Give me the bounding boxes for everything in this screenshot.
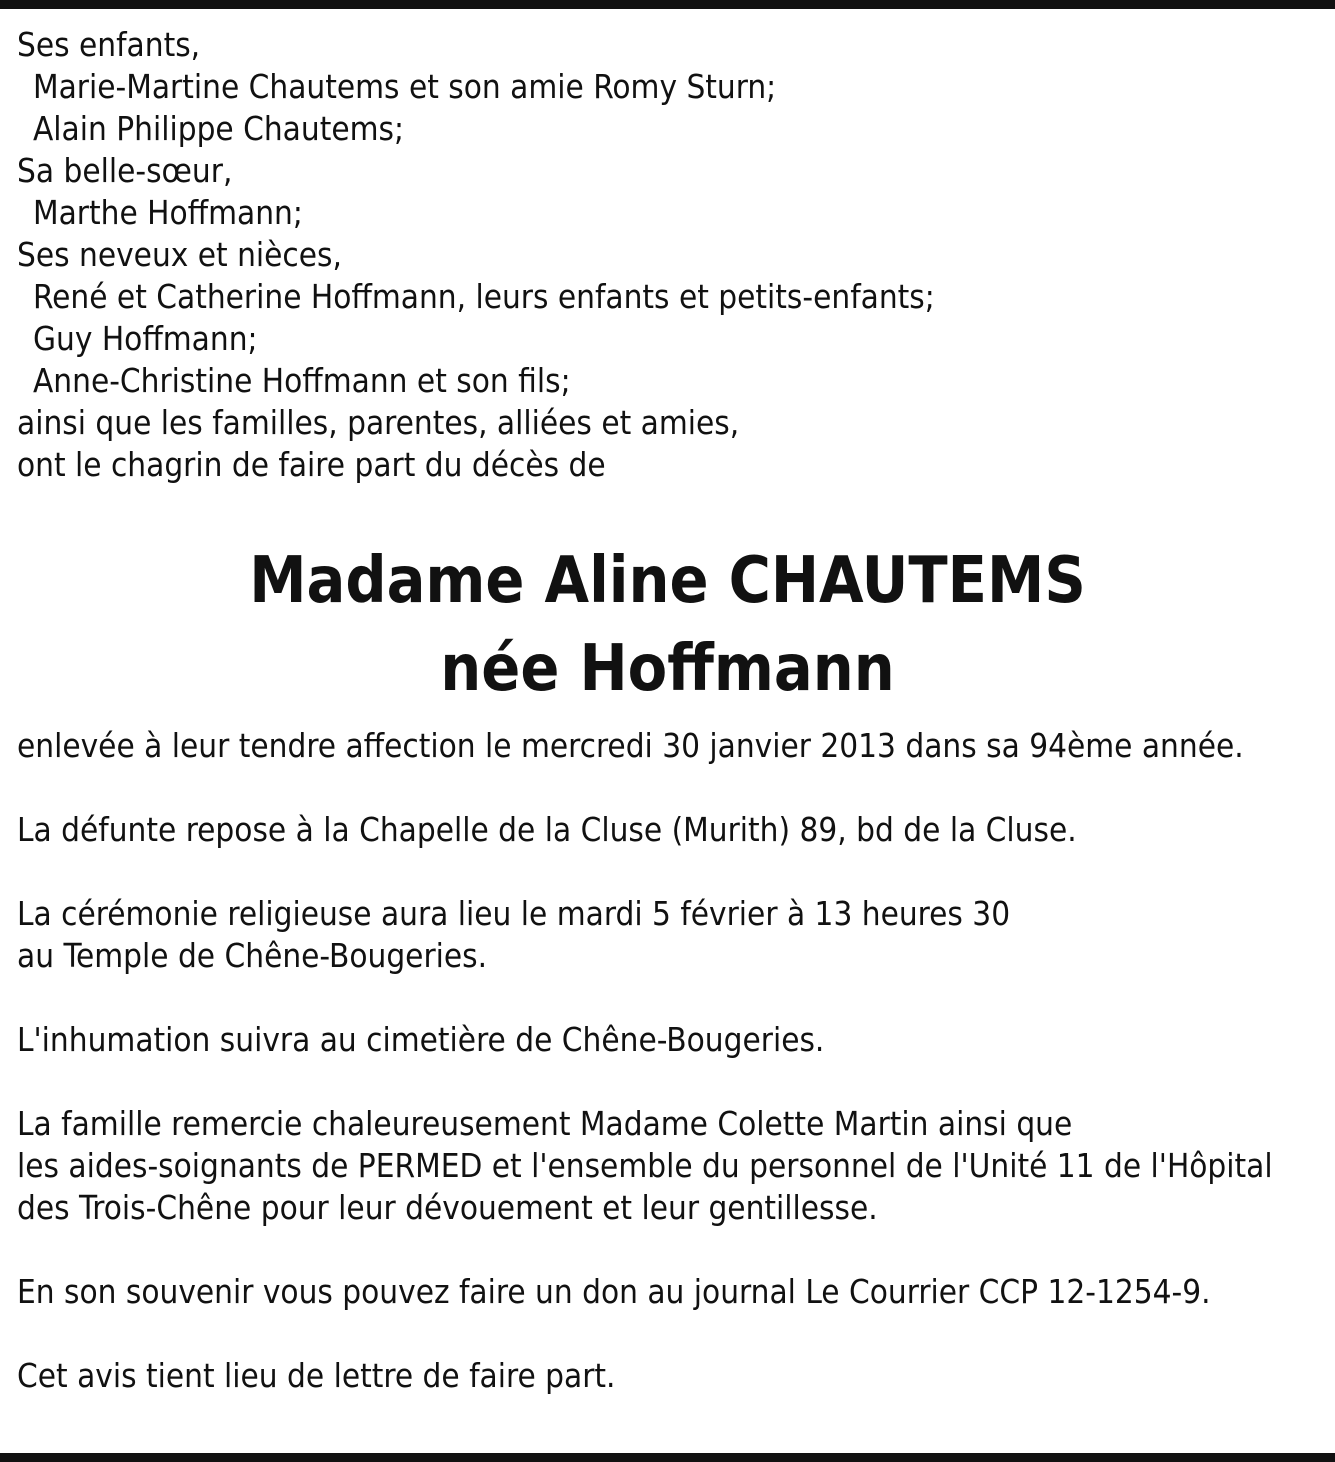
family-line: Alain Philippe Chautems;: [33, 109, 404, 148]
ceremony-text-line2: au Temple de Chêne-Bougeries.: [17, 936, 488, 975]
burial-text: L'inhumation suivra au cimetière de Chêne-Bougeries.: [17, 1020, 825, 1059]
family-line: ont le chagrin de faire part du décès de: [17, 445, 606, 484]
top-border-rule: [0, 0, 1335, 9]
deceased-name: Madame Aline CHAUTEMS: [249, 544, 1086, 618]
deceased-name-block: [0, 537, 1335, 713]
donation-text: En son souvenir vous pouvez faire un don au journal Le Courrier CCP 12-1254-9.: [17, 1272, 1211, 1311]
family-line: René et Catherine Hoffmann, leurs enfants et petits-enfants;: [33, 277, 935, 316]
family-line: Sa belle-sœur,: [17, 151, 233, 190]
repose-text: La défunte repose à la Chapelle de la Cluse (Murith) 89, bd de la Cluse.: [17, 810, 1077, 849]
ceremony-text-line1: La cérémonie religieuse aura lieu le mardi 5 février à 13 heures 30: [17, 894, 1011, 933]
paragraph-spacer: [17, 1229, 1327, 1271]
family-line: Guy Hoffmann;: [33, 319, 258, 358]
thanks-text-line1: La famille remercie chaleureusement Madame Colette Martin ainsi que: [17, 1104, 1073, 1143]
family-announcement: [17, 24, 1327, 486]
family-line: ainsi que les familles, parentes, alliées et amies,: [17, 403, 740, 442]
notice-details: [17, 725, 1327, 1397]
deceased-maiden-name: née Hoffmann: [440, 632, 895, 706]
paragraph-spacer: [17, 1313, 1327, 1355]
closing-text: Cet avis tient lieu de lettre de faire part.: [17, 1356, 616, 1395]
bottom-border-rule: [0, 1453, 1335, 1462]
thanks-text-line3: des Trois-Chêne pour leur dévouement et leur gentillesse.: [17, 1188, 878, 1227]
passing-text: enlevée à leur tendre affection le mercredi 30 janvier 2013 dans sa 94ème année.: [17, 726, 1244, 765]
family-line: Marthe Hoffmann;: [33, 193, 303, 232]
paragraph-spacer: [17, 851, 1327, 893]
thanks-text-line2: les aides-soignants de PERMED et l'ensemble du personnel de l'Unité 11 de l'Hôpital: [17, 1146, 1273, 1185]
paragraph-spacer: [17, 1061, 1327, 1103]
family-line: Ses neveux et nièces,: [17, 235, 342, 274]
family-line: Anne-Christine Hoffmann et son fils;: [33, 361, 571, 400]
family-line: Ses enfants,: [17, 25, 201, 64]
paragraph-spacer: [17, 767, 1327, 809]
family-line: Marie-Martine Chautems et son amie Romy Sturn;: [33, 67, 777, 106]
paragraph-spacer: [17, 977, 1327, 1019]
